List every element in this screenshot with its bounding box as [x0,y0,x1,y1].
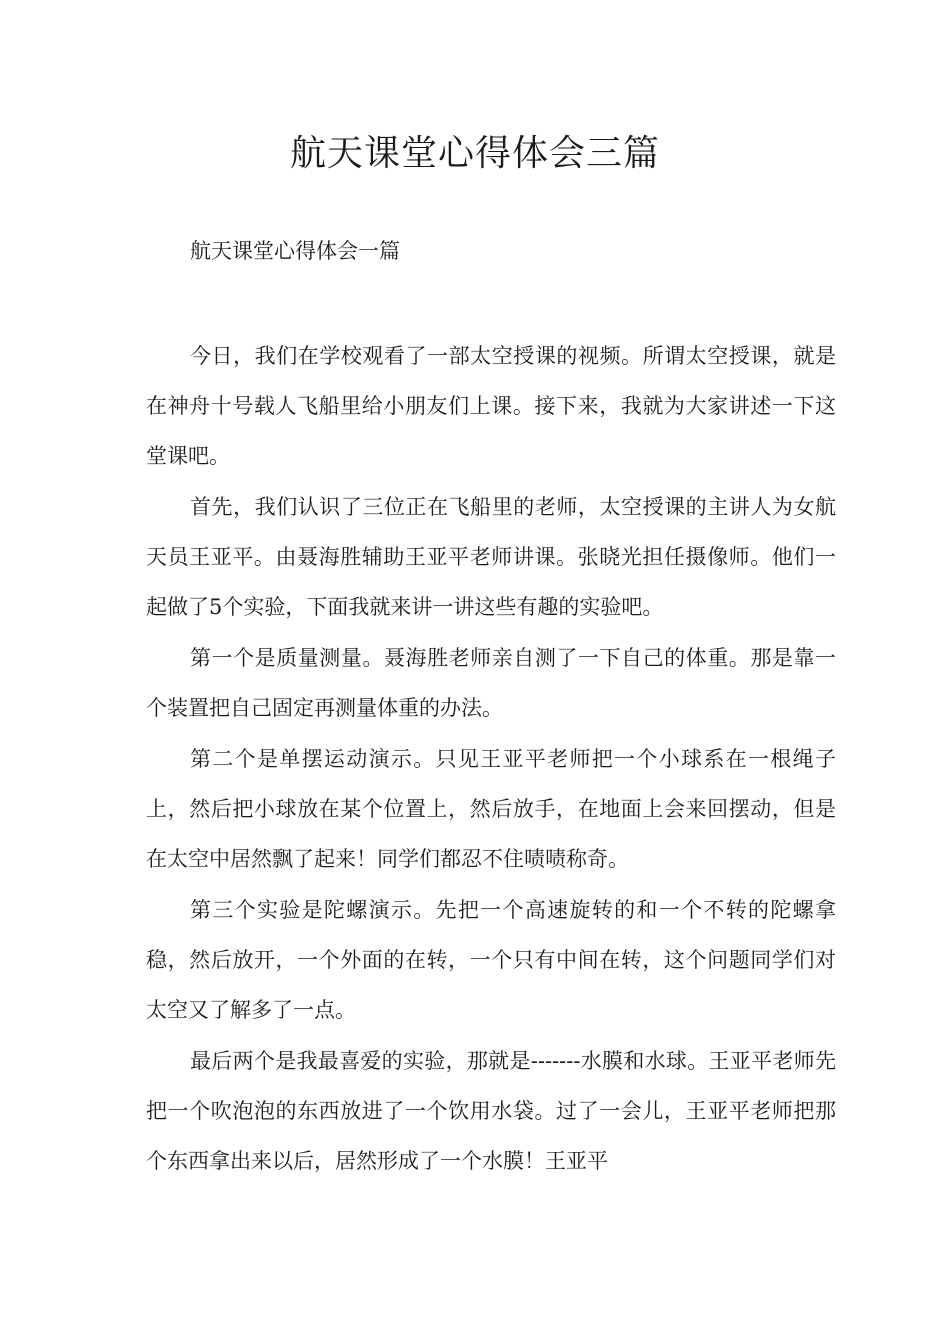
body-text [146,331,836,1187]
paragraph-3: 第一个是质量测量。聂海胜老师亲自测了一下自己的体重。那是靠一个装置把自己固定再测量体重的办法。 [146,646,836,720]
section-heading: 航天课堂心得体会一篇 [190,239,400,263]
document-title: 航天课堂心得体会三篇 [289,133,660,174]
paragraph-5: 第三个实验是陀螺演示。先把一个高速旋转的和一个不转的陀螺拿稳，然后放开，一个外面的在转，一个只有中间在转，这个问题同学们对太空又了解多了一点。 [146,898,836,1022]
paragraph-6: 最后两个是我最喜爱的实验，那就是-------水膜和水球。王亚平老师先把一个吹泡泡的东西放进了一个饮用水袋。过了一会儿，王亚平老师把那个东西拿出来以后，居然形成了一个水膜！王亚平 [146,1049,836,1173]
paragraph-4: 第二个是单摆运动演示。只见王亚平老师把一个小球系在一根绳子上，然后把小球放在某个位置上，然后放手，在地面上会来回摆动，但是在太空中居然飘了起来！同学们都忍不住啧啧称奇。 [146,747,836,871]
paragraph-2: 首先，我们认识了三位正在飞船里的老师，太空授课的主讲人为女航天员王亚平。由聂海胜辅助王亚平老师讲课。张晓光担任摄像师。他们一起做了5个实验，下面我就来讲一讲这些有趣的实验吧。 [146,495,836,619]
paragraph-1: 今日，我们在学校观看了一部太空授课的视频。所谓太空授课，就是在神舟十号载人飞船里给小朋友们上课。接下来，我就为大家讲述一下这堂课吧。 [146,344,836,468]
